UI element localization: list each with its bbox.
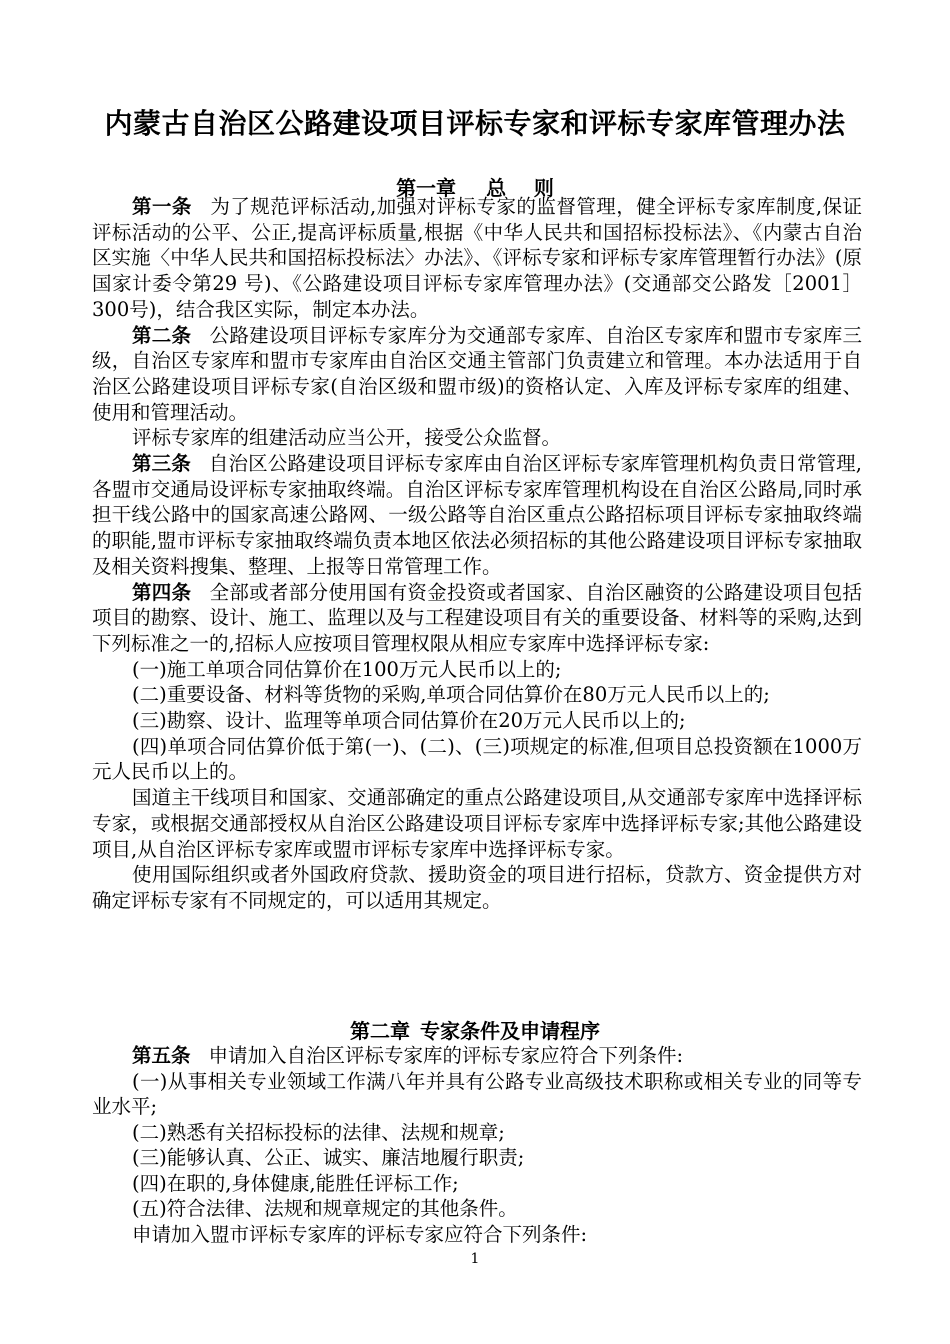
article-4-paragraph-2: 国道主干线项目和国家、交通部确定的重点公路建设项目,从交通部专家库中选择评标专家，或根据交通部授权从自治区公路建设项目评标专家库中选择评标专家;其他公路建设项目,从自治区评标专家库或盟市评标专家库中选择评标专家。 xyxy=(92,786,862,861)
article-1 xyxy=(92,194,862,323)
article-4-item-1: (一)施工单项合同估算价在100万元人民币以上的; xyxy=(132,657,562,681)
page-number: 1 xyxy=(470,1251,480,1267)
article-2-text: 公路建设项目评标专家库分为交通部专家库、自治区专家库和盟市专家库三级，自治区专家库和盟市专家库由自治区交通主管部门负责建立和管理。本办法适用于自治区公路建设项目评标专家(自治区级和盟市级)的资格认定、入库及评标专家库的组建、使用和管理活动。 xyxy=(92,323,862,424)
article-4-item-2: (二)重要设备、材料等货物的采购,单项合同估算价在80万元人民币以上的; xyxy=(132,683,770,707)
article-4-label: 第四条 xyxy=(132,580,192,604)
article-4-item-3: (三)勘察、设计、监理等单项合同估算价在20万元人民币以上的; xyxy=(132,709,686,733)
article-2-paragraph-2: 评标专家库的组建活动应当公开，接受公众监督。 xyxy=(132,426,562,450)
article-4-text: 全部或者部分使用国有资金投资或者国家、自治区融资的公路建设项目包括项目的勘察、设计、施工、监理以及与工程建设项目有关的重要设备、材料等的采购,达到下列标准之一的,招标人应按项目管理权限从相应专家库中选择评标专家: xyxy=(92,580,862,655)
article-5-item-3: (三)能够认真、公正、诚实、廉洁地履行职责; xyxy=(132,1146,525,1169)
chapter-1-label: 第一章 xyxy=(396,176,457,200)
article-4-paragraph-3: 使用国际组织或者外国政府贷款、援助资金的项目进行招标，贷款方、资金提供方对确定评标专家有不同规定的，可以适用其规定。 xyxy=(92,863,862,912)
article-1-text: 为了规范评标活动,加强对评标专家的监督管理，健全评标专家库制度,保证评标活动的公平、公正,提高评标质量,根据《中华人民共和国招标投标法》、《内蒙古自治区实施〈中华人民共和国招标投标法〉办法》、《评标专家和评标专家库管理暂行办法》(原国家计委令第29 号)、《公路建设项目评标专家库管理办法》(交通部交公路发［2001］300号)，结合我区实际，制定本办法。 xyxy=(92,195,862,321)
article-5-item-4: (四)在职的,身体健康,能胜任评标工作; xyxy=(132,1171,459,1195)
article-5-item-5: (五)符合法律、法规和规章规定的其他条件。 xyxy=(132,1197,518,1220)
chapter-1-name: 总 则 xyxy=(486,176,554,200)
document-title: 内蒙古自治区公路建设项目评标专家和评标专家库管理办法 xyxy=(104,107,846,140)
article-3 xyxy=(92,451,862,580)
article-2-label: 第二条 xyxy=(132,323,192,347)
article-5-item-2: (二)熟悉有关招标投标的法律、法规和规章; xyxy=(132,1120,505,1144)
article-4 xyxy=(92,580,862,657)
article-5-paragraph-2: 申请加入盟市评标专家库的评标专家应符合下列条件: xyxy=(132,1222,588,1246)
article-1-label: 第一条 xyxy=(132,195,192,218)
article-5-text: 申请加入自治区评标专家库的评标专家应符合下列条件: xyxy=(208,1044,684,1067)
article-5-item-1: (一)从事相关专业领域工作满八年并具有公路专业高级技术职称或相关专业的同等专业水平; xyxy=(92,1069,862,1118)
article-4-item-4: (四)单项合同估算价低于第(一)、(二)、(三)项规定的标准,但项目总投资额在1000万元人民币以上的。 xyxy=(92,734,862,784)
article-3-text: 自治区公路建设项目评标专家库由自治区评标专家库管理机构负责日常管理,各盟市交通局设评标专家抽取终端。自治区评标专家库管理机构设在自治区公路局,同时承担干线公路中的国家高速公路网、一级公路等自治区重点公路招标项目评标专家抽取终端的职能,盟市评标专家抽取终端负责本地区依法必须招标的其他公路建设项目评标专家抽取及相关资料搜集、整理、上报等日常管理工作。 xyxy=(92,452,862,578)
chapter-2-label: 第二章 xyxy=(350,1019,410,1043)
article-3-label: 第三条 xyxy=(132,452,191,476)
article-5 xyxy=(92,1043,862,1069)
article-5-label: 第五条 xyxy=(132,1044,191,1067)
chapter-1-body xyxy=(92,194,862,914)
chapter-2-heading xyxy=(0,1017,950,1045)
chapter-2-name: 专家条件及申请程序 xyxy=(420,1019,600,1043)
article-2 xyxy=(92,323,862,426)
chapter-2-body xyxy=(92,1043,862,1247)
